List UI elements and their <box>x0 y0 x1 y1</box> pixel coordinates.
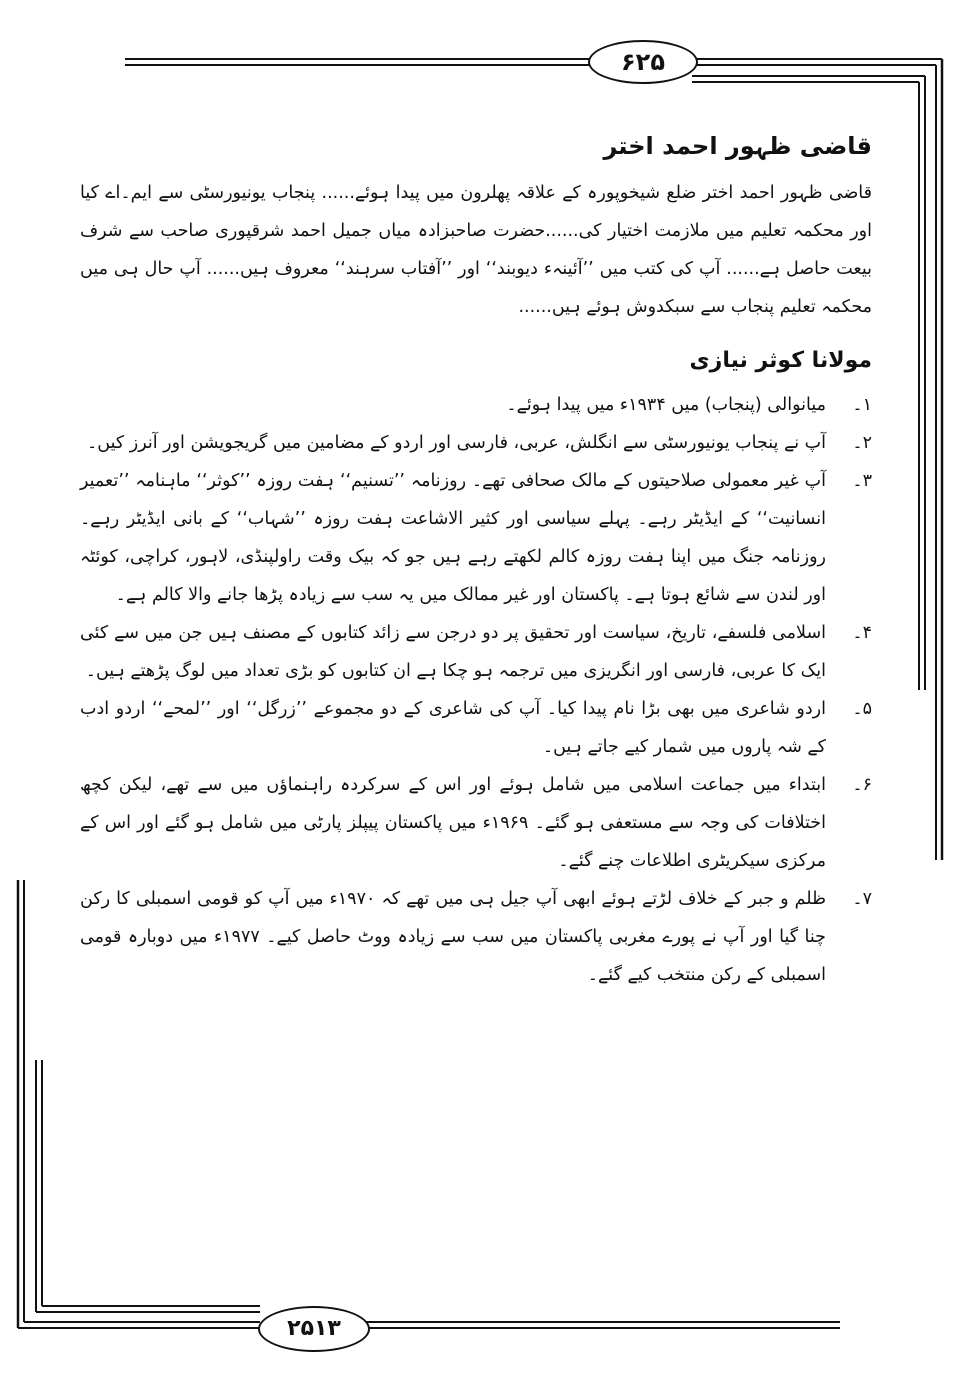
section-heading-qazi: قاضی ظہور احمد اختر <box>603 132 872 160</box>
list-item <box>80 386 872 424</box>
list-item <box>80 690 872 766</box>
list-item <box>80 766 872 880</box>
list-item <box>80 880 872 994</box>
list-item <box>80 424 872 462</box>
list-item-text: اردو شاعری میں بھی بڑا نام پیدا کیا۔ آپ کی شاعری کے دو مجموعے ’’زرگل‘‘ اور ’’لمحے‘‘ اردو ادب کے شہ پاروں میں شمار کیے جاتے ہیں۔ <box>80 699 826 757</box>
biography-paragraph: قاضی ظہور احمد اختر ضلع شیخوپورہ کے علاقہ پھلرون میں پیدا ہوئے...... پنجاب یونیورسٹی سے ایم۔اے کیا اور محکمہ تعلیم میں ملازمت اختیار کی......حضرت صاحبزادہ میاں جمیل احمد شرقپوری صاحب سے شرف بیعت حاصل ہے...... آپ کی کتب میں ’’آئینہء دیوبند‘‘ اور ’’آفتاب سرہند‘‘ معروف ہیں...... آپ حال ہی میں محکمہ تعلیم پنجاب سے سبکدوش ہوئے ہیں...... <box>80 183 872 317</box>
bottom-page-number: ۲۵۱۳ <box>258 1306 370 1352</box>
list-item-number: ۷۔ <box>852 889 872 909</box>
list-item-text: آپ نے پنجاب یونیورسٹی سے انگلش، عربی، فارسی اور اردو کے مضامین میں گریجویشن اور آنرز کیں۔ <box>87 433 826 453</box>
biography-list <box>80 386 872 994</box>
list-item-text: ظلم و جبر کے خلاف لڑتے ہوئے ابھی آپ جیل ہی میں تھے کہ ۱۹۷۰ء میں آپ کو قومی اسمبلی کا رکن چنا گیا اور آپ نے پورے مغربی پاکستان میں سب سے زیادہ ووٹ حاصل کیے۔ ۱۹۷۷ء میں دوبارہ قومی اسمبلی کے رکن منتخب کیے گئے۔ <box>80 889 826 985</box>
list-item <box>80 614 872 690</box>
list-item-number: ۳۔ <box>852 471 872 491</box>
list-item-text: میانوالی (پنجاب) میں ۱۹۳۴ء میں پیدا ہوئے۔ <box>506 395 826 415</box>
list-item-number: ۶۔ <box>852 775 872 795</box>
list-item-number: ۵۔ <box>852 699 872 719</box>
section-heading-kausar-niazi: مولانا کوثر نیازی <box>689 348 872 373</box>
list-item-number: ۴۔ <box>852 623 872 643</box>
list-item-number: ۲۔ <box>852 433 872 453</box>
list-item-text: اسلامی فلسفے، تاریخ، سیاست اور تحقیق پر دو درجن سے زائد کتابوں کے مصنف ہیں جن میں سے کئی ایک کا عربی، فارسی اور انگریزی میں ترجمہ ہو چکا ہے ان کتابوں کو بڑی تعداد میں لوگ پڑھتے ہیں۔ <box>80 623 826 681</box>
page-content <box>80 128 872 994</box>
list-item-text: آپ غیر معمولی صلاحیتوں کے مالک صحافی تھے۔ روزنامہ ’’تسنیم‘‘ ہفت روزہ ’’کوثر‘‘ ماہنامہ ’’تعمیر انسانیت‘‘ کے ایڈیٹر رہے۔ پہلے سیاسی اور کثیر الاشاعت ہفت روزہ ’’شہاب‘‘ کے بانی ایڈیٹر رہے۔ روزنامہ جنگ میں اپنا ہفت روزہ کالم لکھتے رہے ہیں جو کہ بیک وقت راولپنڈی، لاہور، کراچی، کوئٹہ اور لندن سے شائع ہوتا ہے۔ پاکستان اور غیر ممالک میں یہ سب سے زیادہ پڑھا جانے والا کالم ہے۔ <box>80 471 826 605</box>
list-item-number: ۱۔ <box>852 395 872 415</box>
top-page-number: ۶۲۵ <box>588 40 698 84</box>
list-item <box>80 462 872 614</box>
list-item-text: ابتداء میں جماعت اسلامی میں شامل ہوئے اور اس کے سرکردہ راہنماؤں میں سے تھے، لیکن کچھ اختلافات کی وجہ سے مستعفی ہو گئے۔ ۱۹۶۹ء میں پاکستان پیپلز پارٹی میں شامل ہو گئے اور اس کے مرکزی سیکریٹری اطلاعات چنے گئے۔ <box>80 775 826 871</box>
